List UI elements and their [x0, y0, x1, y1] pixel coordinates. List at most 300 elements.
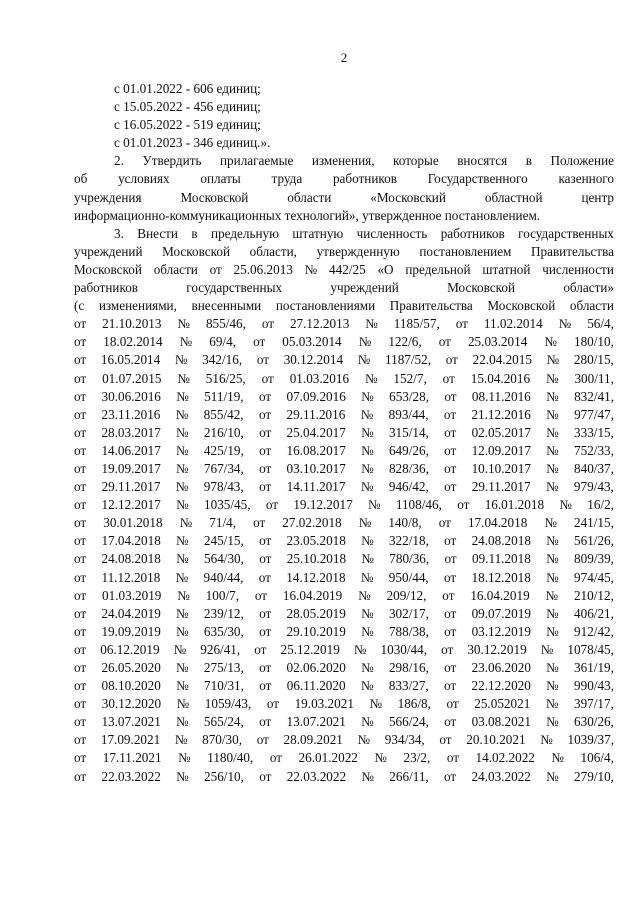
text-word: 30.12.2014 [283, 352, 344, 368]
text-word: от [444, 678, 457, 694]
text-word: 990/43, [574, 678, 614, 694]
text-line [74, 315, 614, 333]
text-word: 25.06.2013 [233, 261, 293, 277]
text-word: 425/19, [203, 442, 244, 458]
text-word: 25.052021 [474, 696, 531, 712]
text-word: 752/33, [574, 442, 614, 458]
text-word: 30.06.2016 [101, 388, 161, 404]
text-word: 17.04.2018 [467, 515, 528, 531]
text-word: от [74, 678, 87, 694]
text-word: области, [249, 243, 297, 259]
text-word: № [545, 479, 559, 495]
text-word: от [439, 732, 452, 748]
text-line [74, 442, 614, 460]
text-word: численность [356, 225, 428, 241]
text-line [74, 388, 614, 406]
text-word: 870/30, [202, 732, 243, 748]
text-word: 10.10.2017 [471, 460, 531, 476]
text-word: № [546, 714, 559, 730]
text-word: № [176, 533, 189, 549]
text-word: от [444, 605, 457, 621]
text-word: от [261, 370, 274, 386]
text-word: № [353, 641, 367, 657]
text-line [74, 514, 614, 532]
text-word: 01.03.2019 [102, 587, 162, 603]
text-word: 08.11.2016 [471, 388, 531, 404]
text-word: от [74, 750, 87, 766]
text-word: № [360, 406, 374, 422]
text-word: 1078/45, [567, 641, 614, 657]
text-word: от [74, 569, 87, 585]
text-word: от [259, 442, 272, 458]
text-word: казенного [558, 171, 614, 187]
text-word: 12.12.2017 [101, 497, 161, 513]
text-word: 30.01.2018 [103, 515, 163, 531]
text-word: № [546, 623, 559, 639]
text-line [74, 749, 614, 767]
text-word: № [361, 714, 374, 730]
text-word: от [438, 515, 451, 531]
text-word: 20.10.2021 [466, 732, 526, 748]
text-word: государственных [518, 225, 614, 241]
text-line [74, 768, 614, 786]
text-word: 1185/57, [393, 316, 440, 332]
text-line [74, 605, 614, 623]
text-word: Московской [180, 189, 249, 205]
text-word: № [364, 370, 378, 386]
text-line [74, 406, 614, 424]
text-line [74, 641, 614, 659]
text-word: № [546, 660, 559, 675]
text-word: № [540, 732, 553, 748]
text-word: от [444, 623, 457, 639]
text-word: 561/26, [574, 533, 614, 549]
text-word: 24.04.2019 [101, 605, 161, 621]
text-line [74, 496, 614, 514]
text-word: 13.07.2021 [101, 714, 161, 730]
text-word: 17.04.2018 [101, 533, 161, 549]
text-word: от [74, 623, 87, 639]
text-word: штатной [482, 261, 531, 277]
text-word: предельную [211, 225, 280, 241]
text-word: 16.04.2019 [470, 587, 530, 603]
text-word: от [258, 569, 271, 585]
text-word: № [365, 316, 378, 332]
text-word: 106/4, [580, 750, 614, 766]
text-word: 26.01.2022 [298, 750, 358, 766]
text-word: № [175, 406, 189, 422]
text-word: Правительства [389, 298, 473, 314]
text-word: от [74, 479, 87, 495]
text-word: 788/38, [388, 623, 429, 639]
text-word: от [74, 370, 87, 386]
text-word: 333/15, [574, 424, 614, 440]
text-word: 315/14, [388, 424, 429, 440]
text-word: 934/34, [384, 732, 425, 748]
text-word: № [546, 460, 559, 476]
text-word: № [361, 551, 374, 567]
text-word: области [153, 261, 198, 277]
text-word: № [545, 370, 559, 386]
text-word: № [546, 605, 559, 621]
text-word: 809/39, [574, 551, 614, 567]
text-word: 855/46, [205, 316, 246, 332]
text-word: 26.05.2020 [101, 660, 161, 675]
text-word: от [74, 497, 87, 513]
text-word: 21.10.2013 [102, 316, 162, 332]
text-word: 1187/52, [385, 352, 432, 368]
text-word: штатную [292, 225, 344, 241]
text-word: работников [332, 171, 397, 187]
text-word: 649/26, [388, 442, 429, 458]
text-word: 24.08.2018 [471, 533, 531, 549]
text-word: 974/45, [574, 569, 614, 585]
text-word: 566/24, [388, 714, 429, 730]
text-word: 25.04.2017 [286, 424, 346, 440]
text-line [74, 731, 614, 749]
text-word: от [444, 569, 457, 585]
text-word: Московской [487, 298, 556, 314]
text-word: (с [74, 298, 85, 314]
text-word: № [176, 678, 189, 694]
text-word: Правительства [530, 243, 614, 259]
text-line [74, 189, 614, 207]
text-word: № [546, 569, 559, 585]
text-word: Положение [550, 153, 614, 169]
text-word: № [546, 388, 559, 404]
text-word: 27.02.2018 [282, 515, 342, 531]
text-word: 71/4, [209, 515, 237, 531]
text-word: 25.12.2019 [280, 641, 340, 657]
text-word: от [74, 406, 87, 422]
text-word: от [444, 460, 457, 476]
text-word: 710/31, [204, 678, 244, 694]
text-word: 298/16, [388, 660, 429, 675]
text-word: 828/36, [388, 460, 429, 476]
text-word: от [259, 460, 272, 476]
text-word: информационно-коммуникационных технологий», утвержденное постановлением. [74, 207, 541, 223]
text-word: № [551, 750, 564, 766]
text-word: 361/19, [574, 660, 614, 675]
text-word: от [259, 768, 272, 784]
text-word: «Московский [370, 189, 446, 205]
text-word: № [174, 732, 188, 748]
text-word: 180/10, [573, 334, 614, 350]
text-word: 05.03.2014 [282, 334, 342, 350]
text-word: работников [440, 225, 505, 241]
text-word: № [176, 605, 189, 621]
text-word: изменениями, [98, 298, 177, 314]
text-word: 08.10.2020 [101, 678, 161, 694]
text-word: от [259, 424, 272, 440]
text-word: области» [563, 280, 614, 296]
text-word: № [367, 497, 381, 513]
text-word: 14.12.2018 [286, 569, 346, 585]
text-word: № [177, 587, 190, 603]
text-word: 30.12.2019 [467, 641, 527, 657]
text-word: № [360, 678, 374, 694]
text-word: № [546, 533, 559, 549]
text-line [74, 550, 614, 568]
text-word: № [544, 334, 557, 350]
text-word: Утвердить [142, 153, 202, 169]
text-line [74, 532, 614, 550]
text-line [74, 333, 614, 351]
text-word: условиях [118, 171, 170, 187]
text-word: учреждений [74, 243, 143, 259]
text-word: 01.03.2016 [289, 370, 350, 386]
text-word: 02.05.2017 [471, 424, 531, 440]
text-word: от [74, 768, 87, 784]
text-word: № [546, 424, 559, 440]
text-word: № [179, 334, 193, 350]
text-word: № [361, 768, 374, 784]
text-word: 03.12.2019 [471, 623, 531, 639]
text-word: № [174, 352, 188, 368]
text-word: 06.11.2020 [286, 678, 346, 694]
text-word: 16.01.2018 [484, 497, 545, 513]
text-word: № [546, 551, 559, 567]
text-word: от [254, 587, 268, 603]
text-word: 1108/46, [395, 497, 442, 513]
text-word: от [74, 660, 87, 675]
text-word: от [444, 551, 457, 567]
text-word: № [176, 551, 189, 567]
text-word: 16.04.2019 [282, 587, 343, 603]
text-line [74, 297, 614, 315]
text-line [74, 170, 614, 188]
text-word: 1180/40, [207, 750, 254, 766]
text-word: от [444, 660, 457, 675]
text-word: 635/30, [203, 623, 244, 639]
quota-line: с 15.05.2022 - 456 единиц; [114, 99, 261, 115]
text-word: 15.04.2016 [470, 370, 531, 386]
text-word: 19.03.2021 [294, 696, 354, 712]
text-word: утвержденную [316, 243, 400, 259]
text-word: 22.03.2022 [101, 768, 161, 784]
text-word: от [443, 406, 457, 422]
text-word: 09.11.2018 [471, 551, 531, 567]
text-word: от [259, 678, 272, 694]
text-word: 300/11, [574, 370, 614, 386]
text-word: вносятся [457, 153, 508, 169]
text-word: от [74, 714, 87, 730]
text-word: учреждения [74, 189, 142, 205]
quota-line: с 16.05.2022 - 519 единиц; [114, 117, 261, 133]
text-line [74, 695, 614, 713]
text-word: от [444, 388, 457, 404]
text-word: 216/10, [203, 424, 244, 440]
text-word: постановлением [419, 243, 512, 259]
text-word: 266/11, [389, 768, 429, 784]
text-word: 18.12.2018 [471, 569, 531, 585]
text-word: от [258, 388, 272, 404]
text-word: от [444, 714, 457, 730]
text-word: 565/24, [203, 714, 244, 730]
paragraph-2 [74, 152, 614, 224]
quota-line: с 01.01.2022 - 606 единиц; [114, 81, 261, 96]
text-word: от [209, 261, 222, 277]
text-word: области [287, 189, 332, 205]
text-word: от [261, 316, 274, 332]
text-word: № [544, 515, 557, 531]
text-word: 2. [114, 153, 124, 169]
text-word: 564/30, [204, 551, 244, 567]
text-word: 840/37, [574, 460, 614, 476]
text-word: внесенными [191, 298, 262, 314]
text-word: 516/25, [205, 370, 246, 386]
text-word: № [374, 750, 387, 766]
text-word: от [74, 696, 87, 712]
text-word: от [74, 551, 87, 567]
text-word: от [265, 497, 279, 513]
text-word: № [177, 316, 190, 332]
text-word: от [444, 479, 457, 495]
text-word: в [525, 153, 532, 169]
text-word: № [177, 370, 190, 386]
text-word: № [559, 497, 572, 513]
text-word: Московской [74, 261, 142, 277]
text-word: 940/44, [203, 569, 244, 585]
text-word: 06.12.2019 [100, 641, 160, 657]
quota-list [74, 80, 614, 152]
text-word: № [558, 316, 572, 332]
text-word: от [444, 442, 457, 458]
text-line [74, 713, 614, 731]
text-word: 14.06.2017 [101, 442, 161, 458]
text-word: 02.06.2020 [286, 660, 346, 675]
text-line [74, 351, 614, 369]
text-word: № [358, 587, 371, 603]
text-word: от [256, 732, 269, 748]
text-word: 13.07.2021 [286, 714, 346, 730]
text-word: № [546, 678, 559, 694]
text-word: 342/16, [202, 352, 243, 368]
text-word: от [254, 641, 267, 657]
text-line [74, 587, 614, 605]
text-word: № [179, 515, 193, 531]
text-word: 241/15, [573, 515, 614, 531]
text-word: 1059/43, [204, 696, 252, 712]
text-word: № [176, 442, 189, 458]
text-word: 29.10.2019 [286, 623, 346, 639]
text-word: от [445, 352, 458, 368]
text-word: от [446, 696, 459, 712]
text-word: № [357, 732, 371, 748]
text-word: 11.02.2014 [483, 316, 543, 332]
text-word: Московской [162, 243, 231, 259]
text-word: от [442, 370, 455, 386]
text-word: 11.12.2018 [101, 569, 161, 585]
text-word: 28.05.2019 [286, 605, 346, 621]
text-word: 912/42, [574, 623, 614, 639]
text-word: 946/42, [388, 479, 429, 495]
text-word: 24.08.2018 [101, 551, 161, 567]
text-word: от [74, 605, 87, 621]
text-word: № [176, 660, 189, 675]
text-word: областной [484, 189, 543, 205]
text-word: от [74, 442, 87, 458]
text-word: центр [581, 189, 614, 205]
text-word: 25.03.2014 [467, 334, 528, 350]
text-word: численности [542, 261, 614, 277]
text-word: 406/21, [574, 605, 614, 621]
text-word: которые [393, 153, 439, 169]
text-word: оплаты [200, 171, 241, 187]
text-word: № [546, 406, 559, 422]
text-word: № [175, 479, 189, 495]
text-word: 16.05.2014 [100, 352, 161, 368]
text-word: № [176, 623, 189, 639]
text-word: 186/8, [397, 696, 431, 712]
text-word: 397/17, [573, 696, 614, 712]
text-word: 322/18, [388, 533, 429, 549]
text-word: 1039/37, [567, 732, 614, 748]
text-word: № [361, 605, 374, 621]
text-word: № [545, 696, 559, 712]
text-word: 893/44, [388, 406, 429, 422]
text-word: Московской [447, 280, 516, 296]
text-word: 23.06.2020 [471, 660, 531, 675]
text-word: № [546, 442, 559, 458]
text-word: 22.12.2020 [471, 678, 531, 694]
text-word: 978/43, [203, 479, 244, 495]
text-word: 19.12.2017 [293, 497, 353, 513]
text-word: 1030/44, [380, 641, 428, 657]
text-word: № [361, 388, 374, 404]
text-word: от [259, 714, 272, 730]
text-word: № [358, 334, 372, 350]
text-word: 16/2, [587, 497, 614, 513]
text-word: № [361, 623, 374, 639]
text-word: 832/41, [574, 388, 614, 404]
text-word: прилагаемые [220, 153, 294, 169]
text-word: от [74, 515, 87, 531]
text-word: 855/42, [203, 406, 244, 422]
text-word: от [259, 551, 272, 567]
text-word: 209/12, [386, 587, 427, 603]
text-word: от [259, 533, 272, 549]
text-word: 140/8, [388, 515, 422, 531]
text-word: от [269, 750, 282, 766]
text-line [74, 370, 614, 388]
text-word: 28.09.2021 [283, 732, 343, 748]
text-word: предельной [405, 261, 471, 277]
text-word: от [259, 479, 272, 495]
text-word: 511/19, [204, 388, 244, 404]
text-word: 14.02.2022 [475, 750, 535, 766]
text-word: от [74, 641, 87, 657]
text-word: № [361, 460, 374, 476]
text-word: от [74, 388, 87, 404]
text-word: 979/43, [573, 479, 614, 495]
text-word: № [358, 515, 372, 531]
text-word: 23/2, [403, 750, 431, 766]
text-word: 01.07.2015 [102, 370, 162, 386]
text-word: от [74, 316, 87, 332]
text-word: изменения, [311, 153, 375, 169]
text-word: от [259, 623, 272, 639]
text-word: от [74, 424, 87, 440]
text-word: № [545, 587, 559, 603]
text-word: от [74, 460, 87, 476]
text-word: 1035/45, [204, 497, 251, 513]
text-word: 780/36, [389, 551, 430, 567]
text-word: 30.12.2020 [101, 696, 162, 712]
text-word: области [569, 298, 614, 314]
text-word: № [175, 569, 189, 585]
text-word: 302/17, [388, 605, 429, 621]
